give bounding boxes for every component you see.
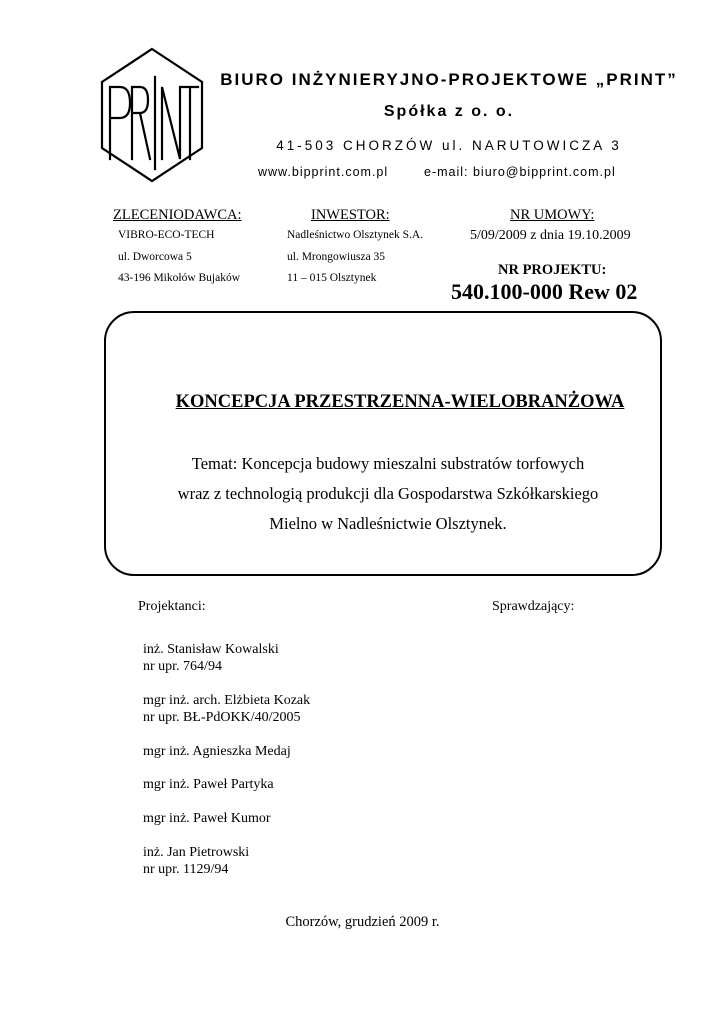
company-address: 41-503 CHORZÓW ul. NARUTOWICZA 3 xyxy=(276,138,622,153)
project-number: 540.100-000 Rew 02 xyxy=(451,279,638,304)
project-heading: NR PROJEKTU: xyxy=(498,262,607,278)
topic-line: wraz z technologią produkcji dla Gospodarstwa Szkółkarskiego xyxy=(177,484,599,503)
investor-line: Nadleśnictwo Olsztynek S.A. xyxy=(287,229,424,241)
contract-value: 5/09/2009 z dnia 19.10.2009 xyxy=(470,228,631,243)
designer-name: mgr inż. arch. Elżbieta Kozak xyxy=(143,693,311,708)
designer-name: mgr inż. Paweł Partyka xyxy=(143,777,274,792)
company-form: Spółka z o. o. xyxy=(383,103,515,120)
company-email: e-mail: biuro@bipprint.com.pl xyxy=(424,165,616,179)
designers-label: Projektanci: xyxy=(138,599,206,614)
designer-name: inż. Stanisław Kowalski xyxy=(143,642,279,657)
investor-line: 11 – 015 Olsztynek xyxy=(287,272,377,284)
investor-line: ul. Mrongowiusza 35 xyxy=(287,251,386,263)
contract-heading: NR UMOWY: xyxy=(510,207,595,223)
topic-line: Mielno w Nadleśnictwie Olsztynek. xyxy=(269,514,507,533)
designer-license: nr upr. BŁ-PdOKK/40/2005 xyxy=(143,710,301,725)
designer-name: inż. Jan Pietrowski xyxy=(143,845,250,860)
company-name: BIURO INŻYNIERYJNO-PROJEKTOWE „PRINT” xyxy=(220,70,678,89)
investor-heading: INWESTOR: xyxy=(311,207,390,223)
checkers-label: Sprawdzający: xyxy=(492,599,575,614)
company-website: www.bipprint.com.pl xyxy=(258,165,389,179)
client-line: ul. Dworcowa 5 xyxy=(118,251,192,263)
client-line: VIBRO-ECO-TECH xyxy=(118,229,215,241)
designer-license: nr upr. 1129/94 xyxy=(143,862,229,877)
client-line: 43-196 Mikołów Bujaków xyxy=(118,272,241,284)
document-title: KONCEPCJA PRZESTRZENNA-WIELOBRANŻOWA xyxy=(175,392,625,412)
print-logo xyxy=(100,47,204,183)
place-date: Chorzów, grudzień 2009 r. xyxy=(285,914,440,930)
designer-name: mgr inż. Agnieszka Medaj xyxy=(143,744,291,759)
client-heading: ZLECENIODAWCA: xyxy=(113,207,242,223)
designer-license: nr upr. 764/94 xyxy=(143,659,222,674)
designer-name: mgr inż. Paweł Kumor xyxy=(143,811,271,826)
title-frame xyxy=(104,311,662,576)
topic-line: Temat: Koncepcja budowy mieszalni substratów torfowych xyxy=(191,454,585,473)
